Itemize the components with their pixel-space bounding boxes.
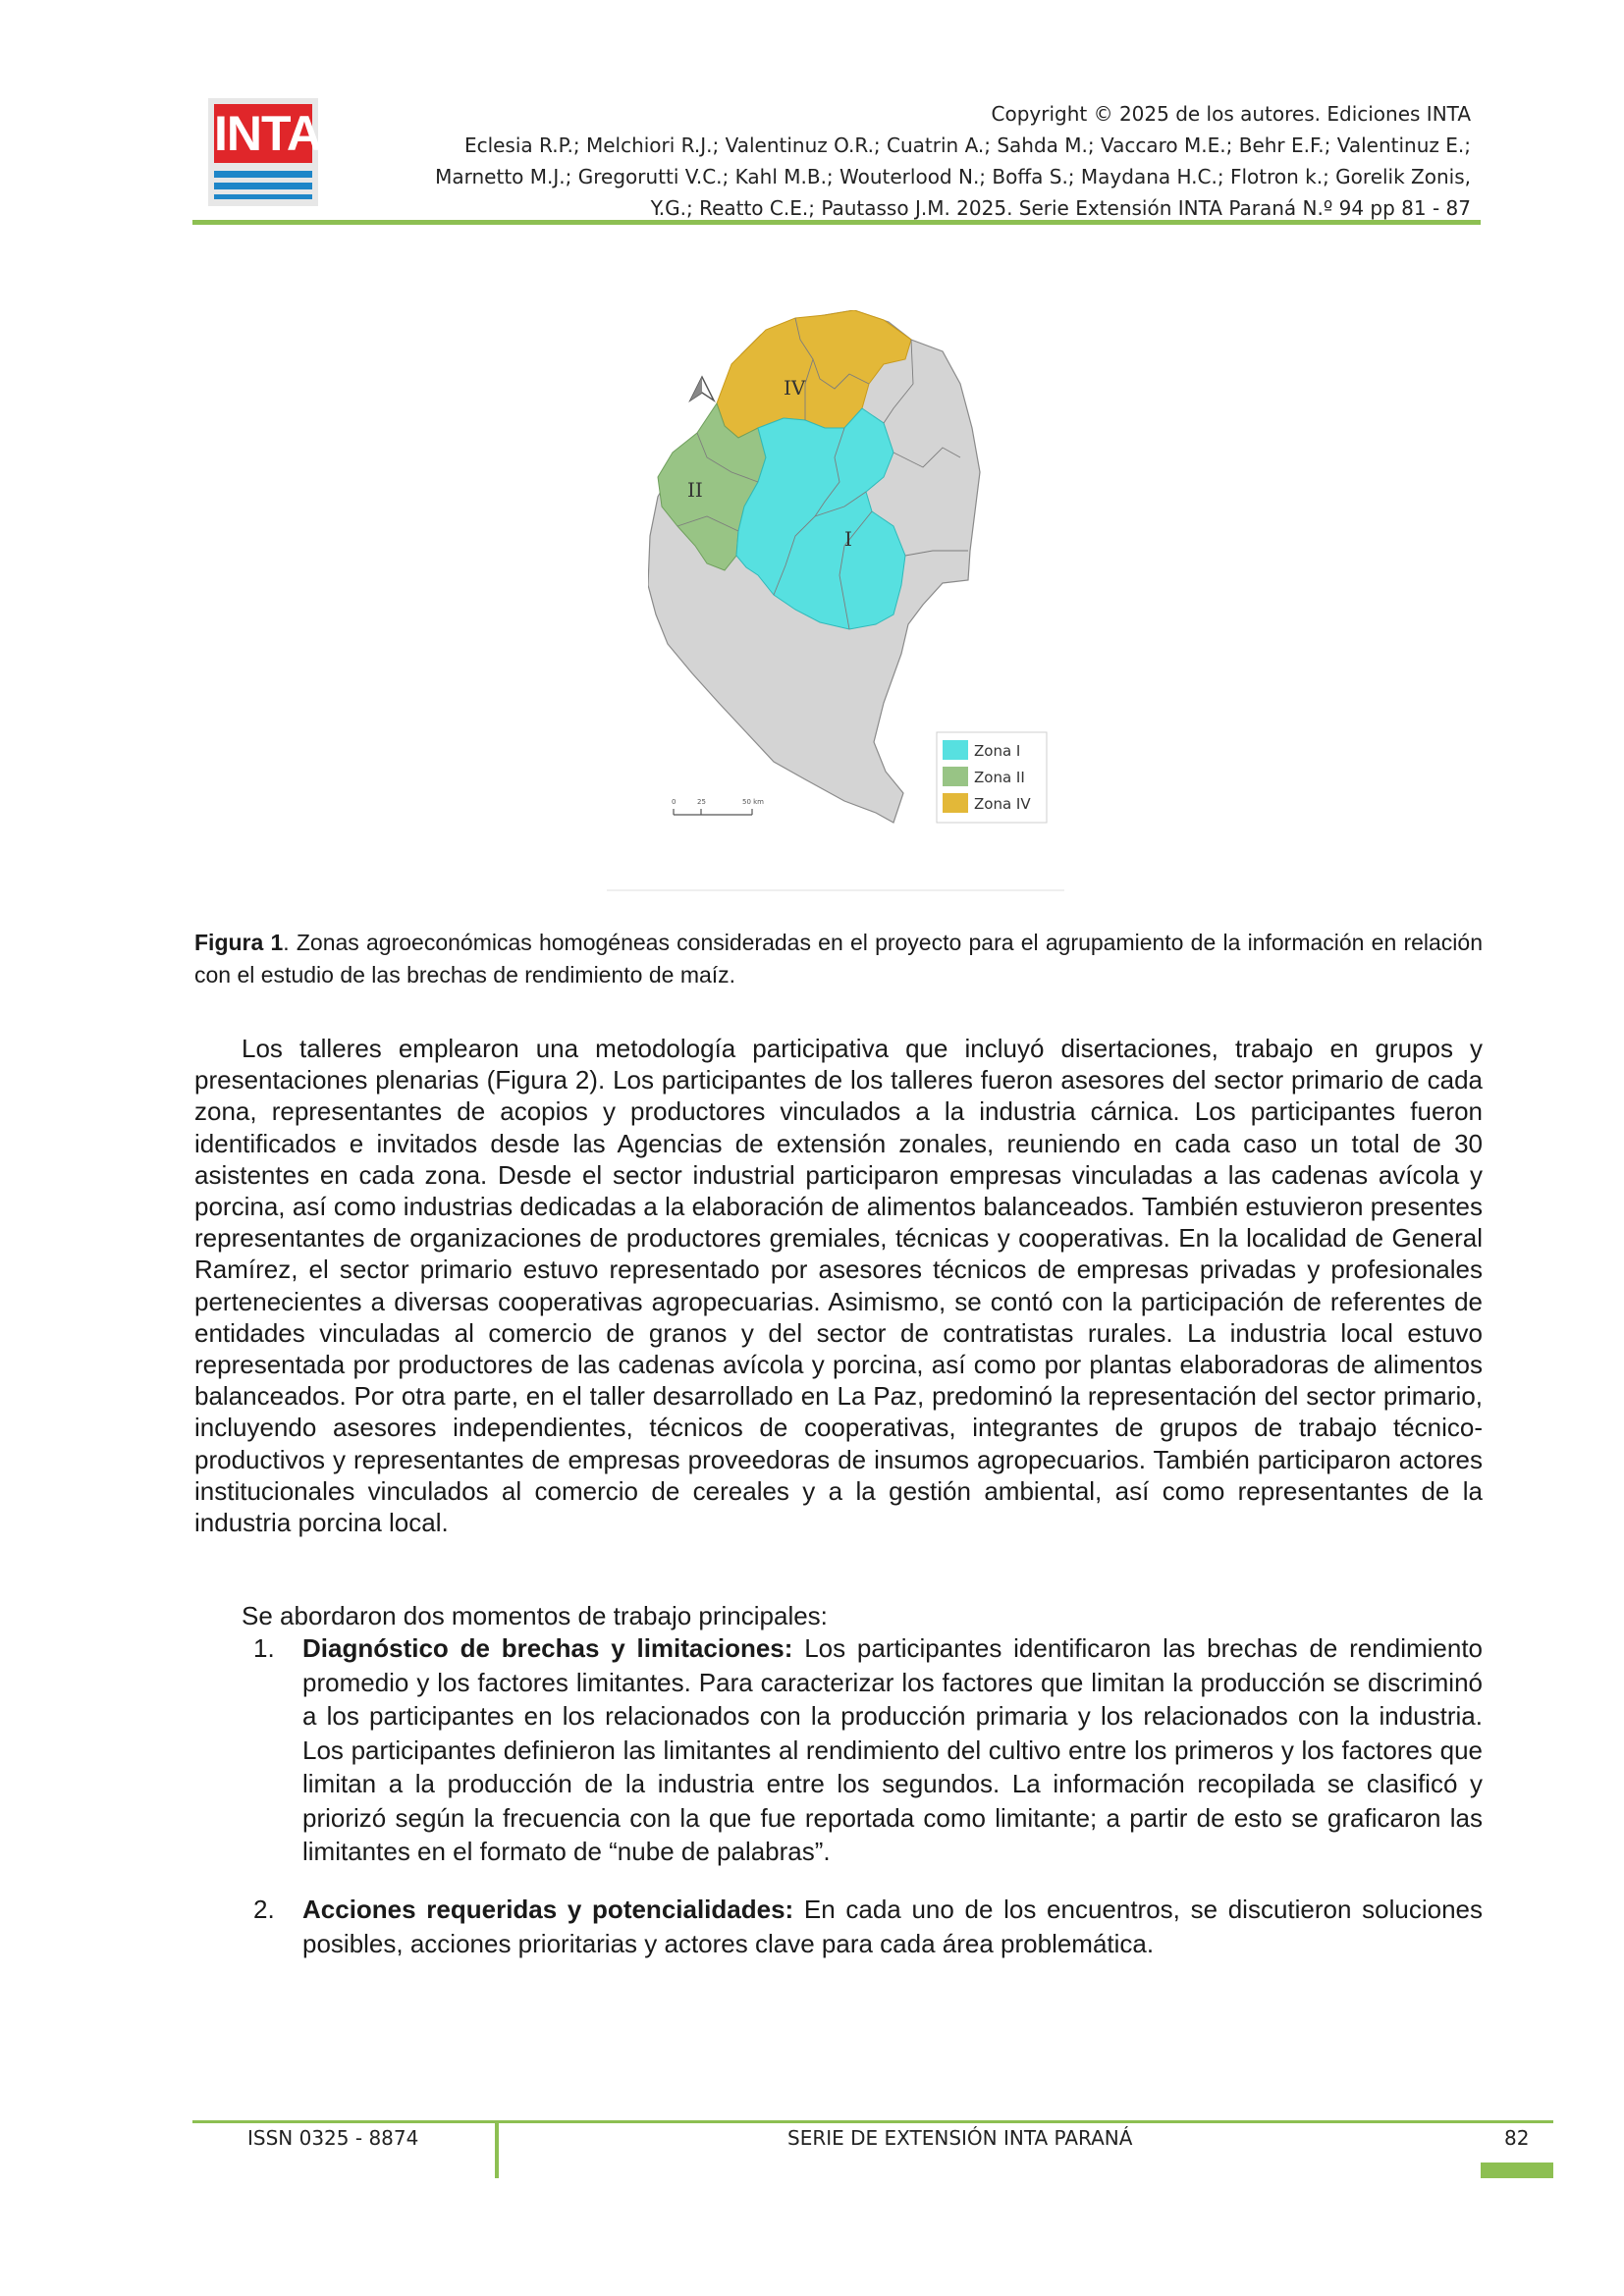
scale-label: 0 — [672, 798, 677, 806]
footer-issn: ISSN 0325 - 8874 — [247, 2126, 419, 2150]
zone-label-iv: IV — [784, 376, 806, 400]
legend-label-zona-i: Zona I — [974, 742, 1021, 760]
north-arrow-icon — [690, 377, 714, 400]
logo-stripe — [214, 171, 312, 178]
list-item-title: Diagnóstico de brechas y limitaciones: — [302, 1633, 793, 1663]
copyright-line: Copyright © 2025 de los autores. Ediciones INTA — [991, 102, 1471, 126]
list-item-text: En cada uno de los encuentros, se discutieron soluciones posibles, acciones prioritarias y actores clave para cada área problemática. — [302, 1895, 1483, 1958]
list-item-number: 1. — [253, 1633, 275, 1663]
logo-stripe — [214, 194, 312, 199]
list-item-text: Los participantes identificaron las brechas de rendimiento promedio y los factores limitantes. Para caracterizar los factores que limitan la producción se discriminó a los participantes en los relacionados con la producción primaria y los relacionados con la industria. Los participantes definieron las limitantes al rendimiento del cultivo entre los primeros y los factores que limitan a la producción de la industria entre los segundos. La información recopilada se clasificó y priorizó según la frecuencia con la que fue reportada como limitante; a partir de esto se graficaron las limitantes en el formato de “nube de palabras”. — [302, 1633, 1484, 1866]
logo-stripe — [214, 183, 312, 189]
inta-logo-text: INTA — [214, 106, 321, 161]
authors-line: Eclesia R.P.; Melchiori R.J.; Valentinuz O.R.; Cuatrin A.; Sahda M.; Vaccaro M.E.; Behr E.F.; Valentinuz E.; — [463, 133, 1471, 157]
body-paragraph: Los talleres emplearon una metodología participativa que incluyó disertaciones, trabajo en grupos y presentaciones plenarias (Figura 2). Los participantes de los talleres fueron asesores del sector primario de cada zona, representantes de acopios y productores vinculados a la industria cárnica. Los participantes fueron identificados e invitados desde las Agencias de extensión zonales, reuniendo en cada caso un total de 30 asistentes en cada zona. Desde el sector industrial participaron empresas vinculadas a las cadenas avícola y porcina, así como industrias dedicadas a la elaboración de alimentos balanceados. También estuvieron presentes representantes de organizaciones de productores gremiales, técnicas y cooperativas. En la localidad de General Ramírez, el sector primario estuvo representado por asesores técnicos de empresas privadas y profesionales pertenecientes a diversas cooperativas agropecuarias. Asimismo, se contó con la participación de referentes de entidades vinculadas al comercio de granos y del sector de contratistas rurales. La industria local estuvo representada por productores de las cadenas avícola y porcina, así como por plantas elaboradoras de alimentos balanceados. Por otra parte, en el taller desarrollado en La Paz, predominó la representación del sector primario, incluyendo asesores independientes, técnicos de cooperativas, integrantes de grupos de trabajo técnico-productivos y representantes de empresas proveedoras de insumos agropecuarios. También participaron actores institucionales vinculados al comercio de cereales y a la gestión ambiental, así como representantes de la industria porcina local. — [194, 1034, 1483, 1538]
footer-separator — [495, 2123, 499, 2178]
legend-swatch-zona-ii — [943, 767, 968, 786]
page-number: 82 — [1504, 2126, 1530, 2150]
header-citation — [332, 98, 1471, 224]
zones-map — [648, 310, 1070, 830]
authors-line: Marnetto M.J.; Gregorutti V.C.; Kahl M.B.; Wouterlood N.; Boffa S.; Maydana H.C.; Flotron k.; Gorelik Zonis, — [435, 165, 1471, 188]
legend-label-zona-ii: Zona II — [974, 769, 1025, 786]
scale-bar — [672, 798, 764, 815]
list-item-number: 2. — [253, 1895, 275, 1924]
list-item-title: Acciones requeridas y potencialidades: — [302, 1895, 794, 1924]
figure-caption — [194, 927, 1483, 991]
authors-line: Y.G.; Reatto C.E.; Pautasso J.M. 2025. Serie Extensión INTA Paraná N.º 94 pp 81 - 87 — [650, 196, 1471, 220]
body-paragraph: Se abordaron dos momentos de trabajo principales: — [242, 1601, 828, 1630]
zone-label-i: I — [844, 527, 852, 551]
legend-swatch-zona-i — [943, 740, 968, 760]
footer-series: SERIE DE EXTENSIÓN INTA PARANÁ — [787, 2126, 1133, 2150]
figure-baseline — [607, 889, 1064, 891]
caption-label: Figura 1 — [194, 930, 284, 955]
caption-text: . Zonas agroeconómicas homogéneas consideradas en el proyecto para el agrupamiento de la información en relación con el estudio de las brechas de rendimiento de maíz. — [194, 930, 1483, 988]
legend-swatch-zona-iv — [943, 793, 968, 813]
footer-accent-block — [1481, 2163, 1553, 2178]
scale-label: 25 — [697, 798, 706, 806]
inta-logo — [208, 98, 321, 206]
scale-label: 50 km — [742, 798, 765, 806]
header-divider — [192, 220, 1481, 225]
footer-divider — [192, 2120, 1553, 2123]
zone-label-ii: II — [687, 478, 703, 502]
map-legend — [937, 732, 1047, 823]
legend-label-zona-iv: Zona IV — [974, 795, 1031, 813]
